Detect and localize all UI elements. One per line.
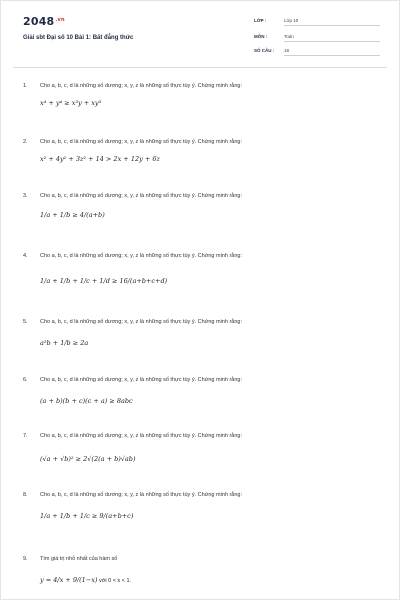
- question-item: [23, 83, 379, 123]
- question-formula: [40, 576, 131, 584]
- meta-count-label: SỐ CÂU :: [254, 48, 275, 53]
- question-formula: x² + 4y² + 3z² + 14 > 2x + 12y + 6z: [40, 155, 160, 163]
- question-item: [23, 253, 379, 293]
- formula-expression: y = 4/x + 9/(1−x): [40, 576, 98, 584]
- question-text: Cho a, b, c, d là những số dương; x, y, z là những số thực tùy ý. Chứng minh rằng:: [40, 492, 242, 498]
- question-item: [23, 319, 379, 359]
- meta-count-value: 18: [284, 48, 290, 53]
- question-item: [23, 556, 379, 596]
- question-formula: 1/a + 1/b ≥ 4/(a+b): [40, 211, 105, 219]
- question-number: 4.: [23, 253, 28, 259]
- meta-count-row: [254, 46, 380, 56]
- meta-class-label: LỚP :: [254, 18, 267, 23]
- question-number: 1.: [23, 83, 28, 89]
- question-text: Cho a, b, c, d là những số dương; x, y, z là những số thực tùy ý. Chứng minh rằng:: [40, 139, 242, 145]
- meta-subject-row: [254, 32, 380, 42]
- question-item: [23, 377, 379, 417]
- question-item: [23, 139, 379, 179]
- question-formula: x⁴ + y⁴ ≥ x³y + xy³: [40, 99, 102, 107]
- question-number: 7.: [23, 433, 28, 439]
- question-number: 5.: [23, 319, 28, 325]
- question-item: [23, 433, 379, 473]
- meta-underline: [284, 25, 380, 26]
- document-header: [1, 1, 400, 65]
- header-divider: [13, 67, 387, 68]
- meta-underline: [284, 41, 380, 42]
- question-formula: 1/a + 1/b + 1/c ≥ 9/(a+b+c): [40, 512, 134, 520]
- logo-text: 2048: [23, 15, 55, 28]
- meta-underline: [284, 55, 380, 56]
- question-formula: (√a + √b)² ≥ 2√(2(a + b)√ab): [40, 455, 136, 463]
- question-number: 9.: [23, 556, 28, 562]
- question-text: Cho a, b, c, d là những số dương; x, y, z là những số thực tùy ý. Chứng minh rằng:: [40, 433, 242, 439]
- question-text: Cho a, b, c, d là những số dương; x, y, z là những số thực tùy ý. Chứng minh rằng:: [40, 319, 242, 325]
- meta-class-row: [254, 16, 380, 26]
- question-number: 6.: [23, 377, 28, 383]
- formula-condition: với 0 < x < 1.: [97, 578, 132, 584]
- question-text: Cho a, b, c, d là những số dương; x, y, z là những số thực tùy ý. Chứng minh rằng:: [40, 253, 242, 259]
- site-logo[interactable]: [23, 15, 65, 28]
- question-number: 8.: [23, 492, 28, 498]
- question-text: Tìm giá trị nhỏ nhất của hàm số: [40, 556, 118, 562]
- meta-subject-label: MÔN :: [254, 34, 268, 39]
- meta-subject-value: Toán: [284, 34, 294, 39]
- question-number: 2.: [23, 139, 28, 145]
- question-text: Cho a, b, c, d là những số dương; x, y, z là những số thực tùy ý. Chứng minh rằng:: [40, 377, 242, 383]
- question-formula: 1/a + 1/b + 1/c + 1/d ≥ 16/(a+b+c+d): [40, 277, 168, 285]
- question-item: [23, 193, 379, 233]
- question-formula: a²b + 1/b ≥ 2a: [40, 339, 89, 347]
- question-number: 3.: [23, 193, 28, 199]
- logo-suffix: .vn: [55, 17, 65, 23]
- question-text: Cho a, b, c, d là những số dương; x, y, z là những số thực tùy ý. Chứng minh rằng:: [40, 193, 242, 199]
- question-formula: (a + b)(b + c)(c + a) ≥ 8abc: [40, 397, 133, 405]
- question-item: [23, 492, 379, 532]
- document-title: Giải sbt Đại số 10 Bài 1: Bất đẳng thức: [23, 35, 134, 41]
- meta-class-value: Lớp 10: [284, 18, 299, 23]
- question-text: Cho a, b, c, d là những số dương; x, y, z là những số thực tùy ý. Chứng minh rằng:: [40, 83, 242, 89]
